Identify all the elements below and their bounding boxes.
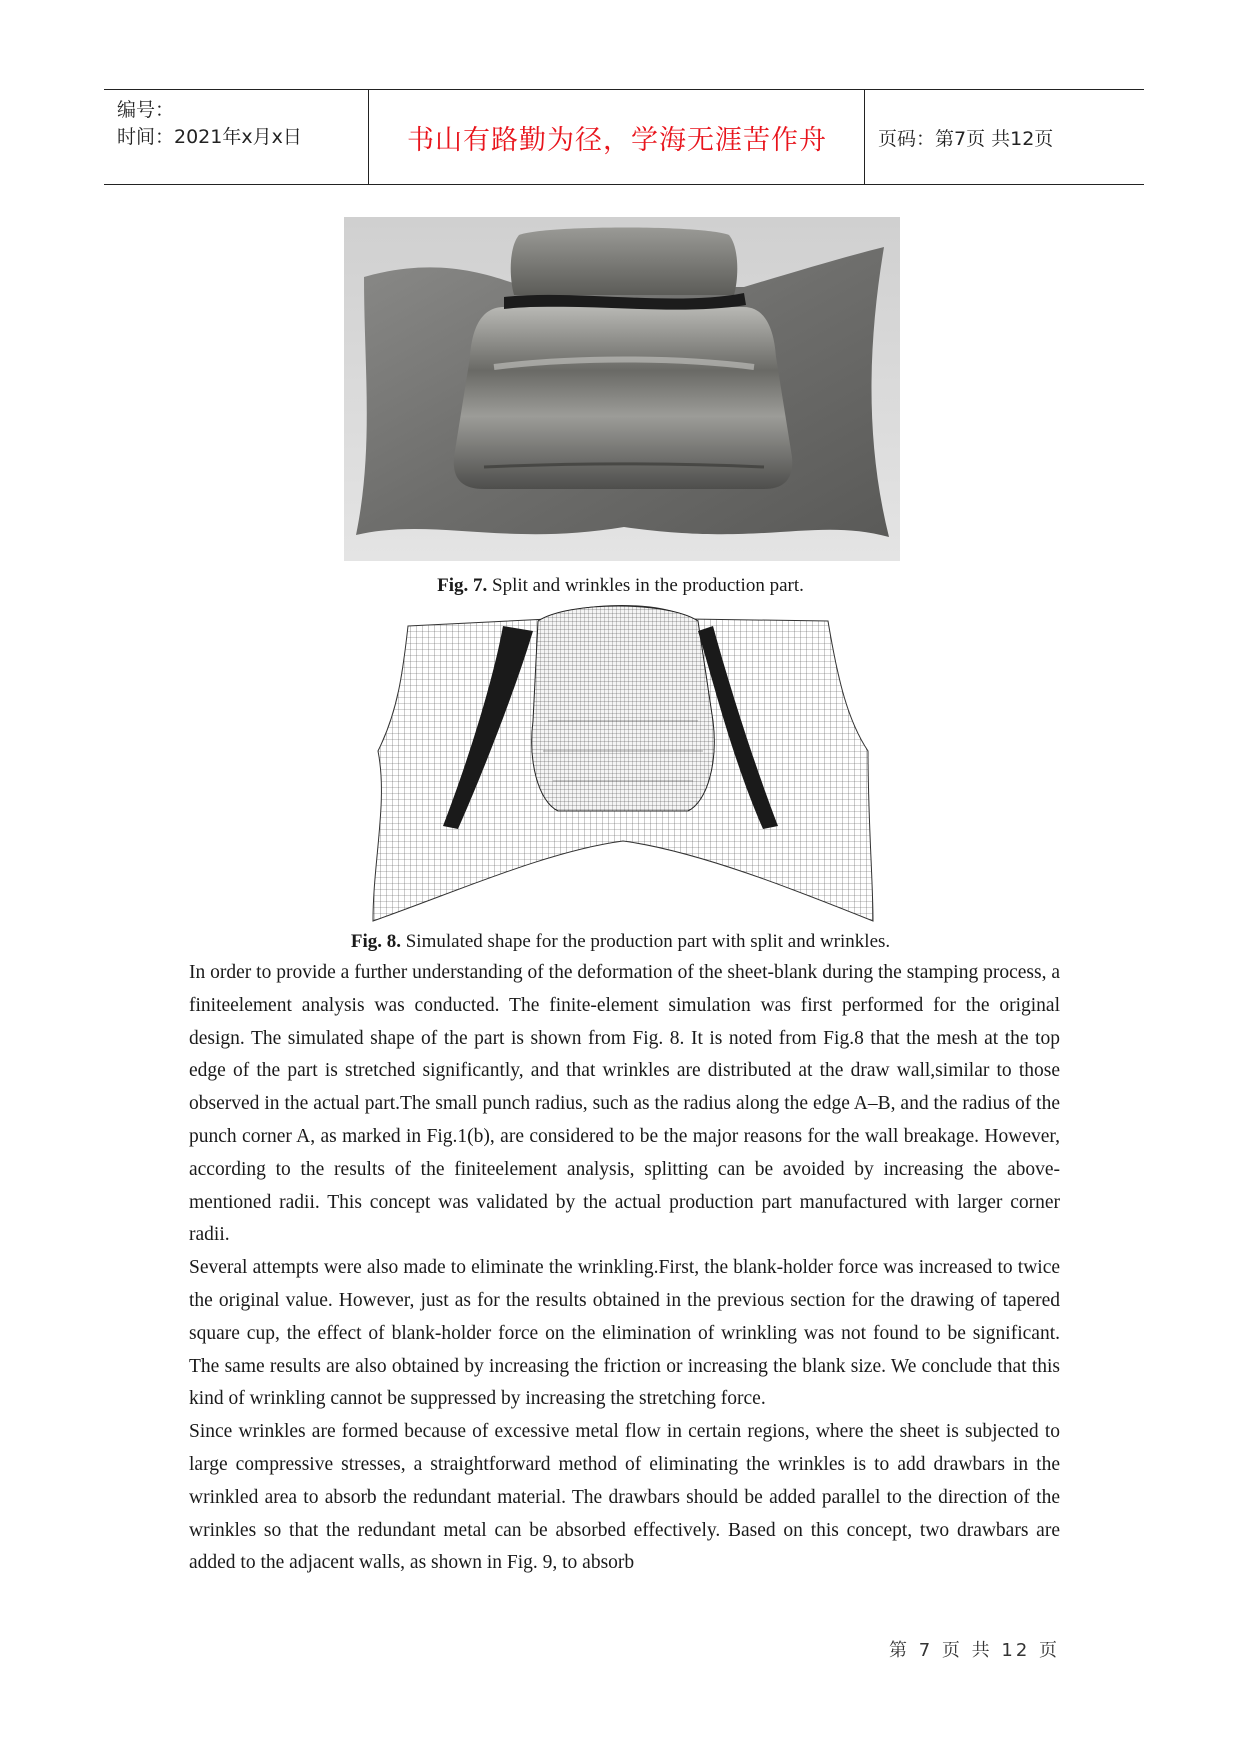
figure-7-caption [0, 575, 1241, 597]
paragraph-2: Several attempts were also made to eliminate the wrinkling.First, the blank-holder force was increased to twice the original value. However, just as for the results obtained in the previous section for the drawing of tapered square cup, the effect of blank-holder force on the elimination of wrinkling was not found to be significant. The same results are also obtained by increasing the friction or increasing the blank size. We conclude that this kind of wrinkling cannot be suppressed by increasing the stretching force. [189, 1257, 1060, 1410]
body-text [189, 957, 1060, 1580]
serial-label: 编号： [117, 99, 175, 121]
figure-7-label: Fig. 7. [437, 575, 488, 596]
page-footer: 第 7 页 共 12 页 [889, 1640, 1060, 1661]
document-header [104, 89, 1144, 185]
header-page-cell [866, 90, 1144, 184]
production-part-image [344, 217, 900, 561]
time-label: 时间：2021年x月x日 [117, 126, 302, 148]
figure-8-caption [0, 931, 1241, 953]
motto: 书山有路勤为径，学海无涯苦作舟 [407, 124, 827, 156]
figure-8-mesh [368, 601, 882, 926]
figure-8-caption-text: Simulated shape for the production part with split and wrinkles. [400, 931, 891, 952]
figure-7-photo [344, 217, 900, 561]
page-info: 页码：第7页 共12页 [878, 127, 1054, 150]
paragraph-1: In order to provide a further understanding of the deformation of the sheet-blank during the stamping process, a finiteelement analysis was conducted. The finite-element simulation was first performed for the original design. The simulated shape of the part is shown from Fig. 8. It is noted from Fig.8 that the mesh at the top edge of the part is stretched significantly, and that wrinkles are distributed at the draw wall,similar to those observed in the actual part.The small punch radius, such as the radius along the edge A–B, and the radius of the punch corner A, as marked in Fig.1(b), are considered to be the major reasons for the wall breakage. However, according to the results of the finiteelement analysis, splitting can be avoided by increasing the above-mentioned radii. This concept was validated by the actual production part manufactured with larger corner radii. [189, 962, 1060, 1246]
paragraph-3: Since wrinkles are formed because of excessive metal flow in certain regions, where the sheet is subjected to large compressive stresses, a straightforward method of eliminating the wrinkles is to add drawbars in the wrinkled area to absorb the redundant material. The drawbars should be added parallel to the direction of the wrinkles so that the redundant metal can be absorbed effectively. Based on this concept, two drawbars are added to the adjacent walls, as shown in Fig. 9, to absorb [189, 1421, 1060, 1574]
header-motto-cell [370, 90, 865, 184]
figure-7-caption-text: Split and wrinkles in the production part. [487, 575, 804, 596]
simulated-mesh-image [368, 601, 882, 926]
figure-8-label: Fig. 8. [350, 931, 401, 952]
header-meta-cell [104, 90, 369, 184]
